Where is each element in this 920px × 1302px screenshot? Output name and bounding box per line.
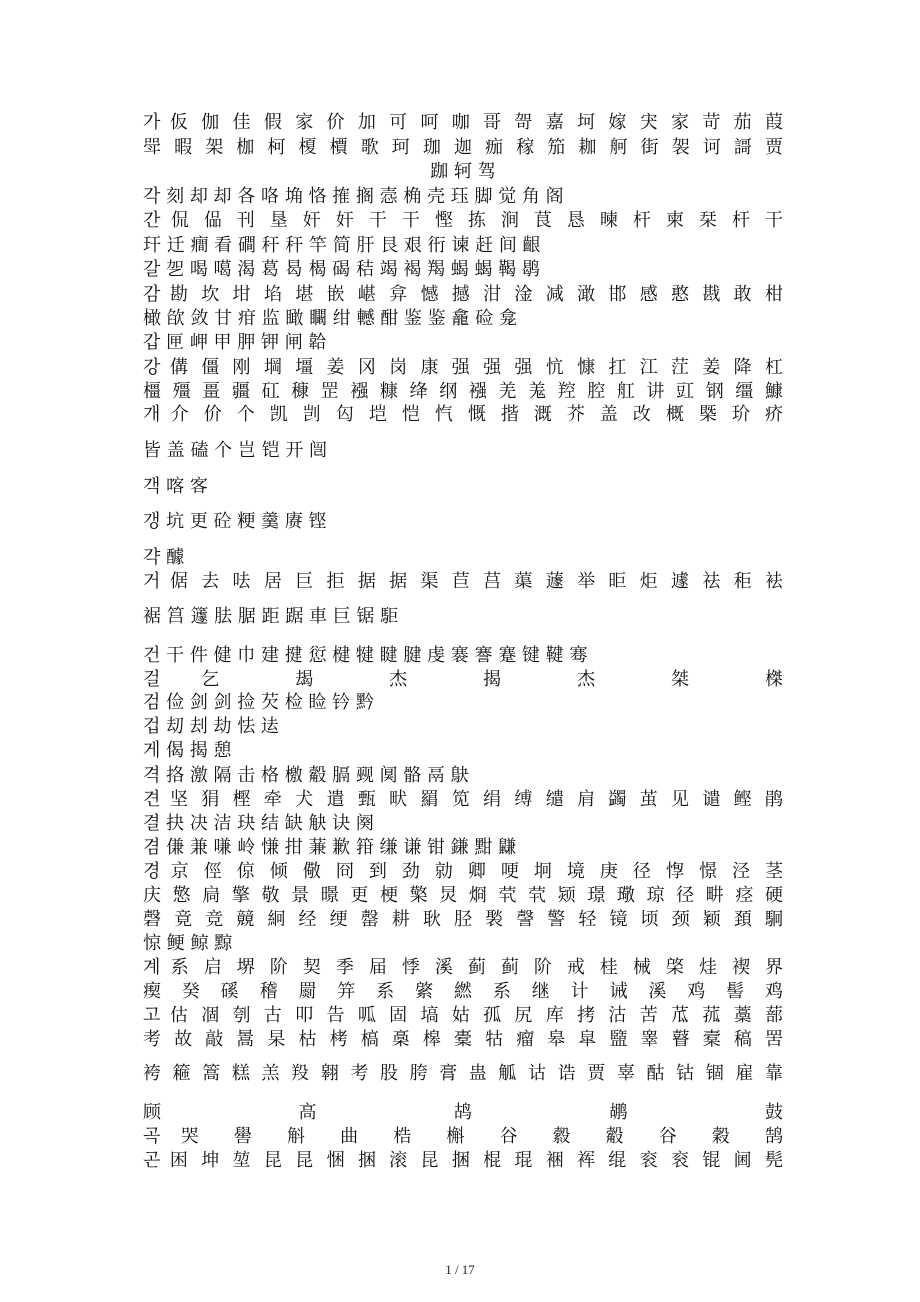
text-line: 결 抉 决 洁 玦 结 缺 觖 诀 阕 <box>143 813 374 834</box>
text-line: 걸 乞 朅 杰 揭 杰 桀 榤 <box>143 669 783 690</box>
text-line: 게 偈 揭 憩 <box>143 740 232 761</box>
text-line: 강 傋 僵 刚 堈 壃 姜 冈 岗 康 强 强 强 忼 慷 扛 江 茳 姜 降 杠 <box>143 357 783 378</box>
text-line: 갱 坑 更 砼 粳 羹 赓 铿 <box>143 511 327 532</box>
text-line: 겁 刧 刦 劫 怯 迲 <box>143 716 279 737</box>
text-line: 곡 哭 嚳 斛 曲 梏 槲 谷 縠 觳 谷 穀 鹄 <box>143 1126 783 1147</box>
text-line: 考 故 敲 暠 杲 枯 栲 槁 槀 槔 橐 牯 瘤 皋 皐 盬 睾 瞽 槖 稿 罟 <box>143 1029 783 1050</box>
text-line: 裾 筥 籧 胠 腒 距 踞 車 巨 锯 駏 <box>143 606 399 627</box>
text-line: 감 勘 坎 坩 埳 堪 嵌 嵁 弇 憾 撼 泔 淦 减 澉 邯 感 憨 戡 敢 柑 <box>143 284 783 305</box>
text-line: 갑 匣 岬 甲 胛 钾 闸 韐 <box>143 332 327 353</box>
text-line: 玕 迁 癎 看 磵 秆 秆 竿 简 肝 艮 艰 衎 谏 赶 间 齦 <box>143 235 541 256</box>
text-line: 가 仮 伽 佳 假 家 价 加 可 呵 咖 哥 哿 嘉 坷 嫁 宊 家 苛 茄 葭 <box>143 112 783 133</box>
text-line: 격 挌 激 隔 击 格 檄 觳 膈 觋 阒 骼 鬲 鴃 <box>143 765 469 786</box>
text-line: 顾 高 鸪 鹕 鼓 <box>143 1102 783 1123</box>
text-line: 경 京 俓 倞 倾 儆 冏 到 劲 勍 卿 哽 坰 境 庚 径 惸 憬 泾 茎 <box>143 861 783 882</box>
text-line: 갈 乫 喝 噶 渴 葛 曷 楬 碣 秸 竭 褐 羯 蝎 蝎 鞨 鹖 <box>143 259 540 280</box>
text-line: 斝 暇 架 枷 柯 榎 檟 歌 珂 珈 迦 痂 稼 笳 耞 舸 街 袈 诃 謌 贾 <box>143 137 783 158</box>
text-line: 건 干 件 健 巾 建 揵 愆 楗 犍 睷 腱 虔 褰 謇 蹇 键 鞬 骞 <box>143 645 588 666</box>
text-line: 검 俭 剑 剑 捡 芡 检 睑 钤 黔 <box>143 692 374 713</box>
text-line: 橄 欿 敛 甘 疳 监 瞰 矙 绀 轗 酣 鉴 鉴 龕 硷 龛 <box>143 308 517 329</box>
text-line: 瘈 癸 磎 稽 罽 笄 系 綮 繎 系 继 计 诫 溪 鸡 髻 鸡 <box>143 981 783 1002</box>
text-line: 객 喀 客 <box>143 476 208 497</box>
text-line: 庆 憼 扃 擎 敬 景 暻 更 梗 檠 炅 烱 茕 茕 颎 璟 璥 琼 径 畊 痉 硬 <box>143 885 783 906</box>
text-line: 갹 醵 <box>143 547 185 568</box>
text-line: 袴 篐 篙 糕 羔 羖 翱 考 股 胯 膏 蛊 觚 诂 诰 贾 辜 酤 钴 锢 雇 靠 <box>143 1063 783 1084</box>
text-line: 橿 殭 畺 疆 矼 穅 罡 襁 糠 绛 纲 襁 羌 羗 羫 腔 舡 讲 豇 钢 缰 鱇 <box>143 381 783 402</box>
text-line: 개 介 价 个 凯 剀 匃 垲 恺 忾 慨 揩 溉 芥 盖 改 概 槩 玠 疥 <box>143 404 783 425</box>
text-line: 간 侃 偘 刊 垦 奸 奸 干 干 慳 拣 涧 茛 恳 暕 杆 柬 栞 杆 干 <box>143 210 783 231</box>
text-line: 견 坚 狷 樫 牵 犬 遣 甄 畎 羂 笕 绢 缚 缱 肩 蠲 茧 见 谴 鲣 鹃 <box>143 789 783 810</box>
text-line: 跏 轲 驾 <box>430 161 496 182</box>
text-line: 고 估 凅 刳 古 叩 告 呱 固 塙 姑 孤 尻 库 拷 沽 苦 苽 菰 藁 蔀 <box>143 1005 783 1026</box>
text-line: 각 刻 却 却 各 咯 埆 恪 搉 搁 悫 桷 壳 珏 脚 觉 角 阁 <box>143 186 564 207</box>
text-line: 계 系 启 堺 阶 契 季 届 悸 溪 蓟 蓟 阶 戒 桂 械 棨 烓 禊 界 <box>143 957 783 978</box>
text-line: 겸 傔 兼 嗛 岭 慊 拑 蒹 歉 箝 缣 谦 钳 鎌 黚 鼸 <box>143 837 517 858</box>
text-line: 皆 盖 磕 个 岂 铠 开 闿 <box>143 440 328 461</box>
text-line: 磬 竟 竞 竸 絅 经 绠 罄 耕 耿 胫 褧 謦 警 轻 镜 顷 颈 颖 頚 駉 <box>143 909 783 930</box>
text-line: 거 倨 去 呿 居 巨 拒 据 据 渠 苣 莒 蕖 蘧 举 昛 炬 遽 祛 秬 袪 <box>143 571 783 592</box>
page-indicator: 1 / 17 <box>445 1262 475 1277</box>
text-line: 惊 鲠 鲸 黥 <box>143 933 233 954</box>
text-line: 곤 困 坤 堃 昆 昆 悃 捆 滚 昆 捆 棍 琨 裍 裈 绲 衮 衮 锟 阃 髡 <box>143 1150 783 1171</box>
